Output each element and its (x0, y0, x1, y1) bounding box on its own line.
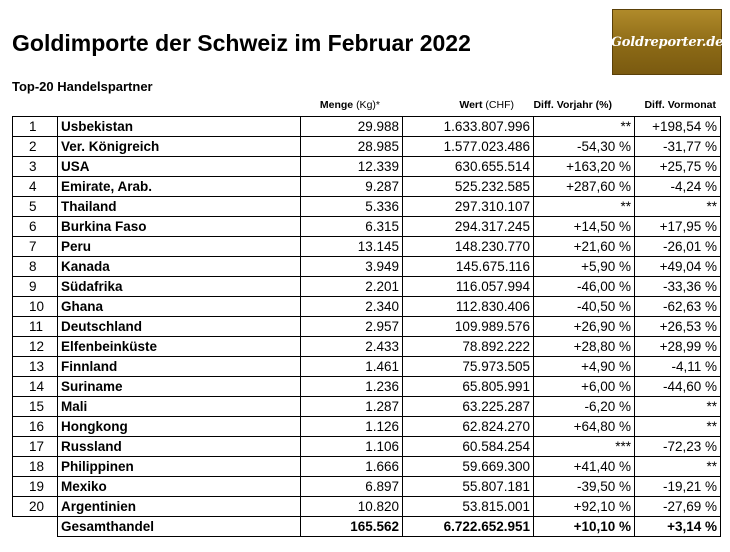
table-cell-country: Mali (58, 397, 301, 417)
table-cell-rank: 12 (13, 337, 58, 357)
table-total-row (13, 517, 721, 537)
table-cell-country: Peru (58, 237, 301, 257)
table-cell-wert: 53.815.001 (403, 497, 534, 517)
table-row (13, 257, 721, 277)
table-cell-vorjahr: *** (534, 437, 635, 457)
table-cell-vormonat: ** (635, 457, 721, 477)
table-body (13, 117, 721, 537)
table-cell-menge: 2.433 (301, 337, 403, 357)
page-title: Goldimporte der Schweiz im Februar 2022 (12, 30, 471, 56)
table-cell-vormonat: +17,95 % (635, 217, 721, 237)
table-cell-vorjahr: ** (534, 197, 635, 217)
table-cell-country: Burkina Faso (58, 217, 301, 237)
table-cell-country: Finnland (58, 357, 301, 377)
column-unit-menge: (Kg)* (356, 99, 380, 111)
table-cell-menge: 10.820 (301, 497, 403, 517)
table-cell-rank: 13 (13, 357, 58, 377)
table-cell-rank: 3 (13, 157, 58, 177)
table-cell-menge: 29.988 (301, 117, 403, 137)
table-cell-menge: 1.236 (301, 377, 403, 397)
table-cell-vormonat: -62,63 % (635, 297, 721, 317)
table-cell-country: Kanada (58, 257, 301, 277)
table-cell-wert: 75.973.505 (403, 357, 534, 377)
table-cell-rank: 7 (13, 237, 58, 257)
table-cell-rank: 8 (13, 257, 58, 277)
table-row (13, 477, 721, 497)
table-cell-vormonat: -72,23 % (635, 437, 721, 457)
table-cell-vormonat: -33,36 % (635, 277, 721, 297)
table-cell-vorjahr: ** (534, 117, 635, 137)
table-cell-rank: 11 (13, 317, 58, 337)
table-cell-vorjahr: +14,50 % (534, 217, 635, 237)
table-cell-vorjahr: +21,60 % (534, 237, 635, 257)
table-cell-vorjahr: +41,40 % (534, 457, 635, 477)
table-row (13, 437, 721, 457)
table-cell-wert: 65.805.991 (403, 377, 534, 397)
table-subtitle: Top-20 Handelspartner (12, 79, 153, 94)
column-header-vormonat: Diff. Vormonat (644, 99, 716, 111)
table-cell-wert: 1.633.807.996 (403, 117, 534, 137)
table-cell-rank: 2 (13, 137, 58, 157)
table-cell-country: Thailand (58, 197, 301, 217)
table-cell-rank: 10 (13, 297, 58, 317)
table-cell-vormonat: -44,60 % (635, 377, 721, 397)
table-cell-wert: 109.989.576 (403, 317, 534, 337)
total-menge: 165.562 (301, 517, 403, 537)
table-cell-vormonat: +28,99 % (635, 337, 721, 357)
table-cell-vormonat: -26,01 % (635, 237, 721, 257)
table-cell-vorjahr: -39,50 % (534, 477, 635, 497)
table-cell-vormonat: -4,11 % (635, 357, 721, 377)
table-cell-rank: 15 (13, 397, 58, 417)
table-cell-country: Usbekistan (58, 117, 301, 137)
table-cell-menge: 1.666 (301, 457, 403, 477)
table-cell-country: USA (58, 157, 301, 177)
column-unit-wert: (CHF) (485, 99, 514, 111)
table-cell-vormonat: +198,54 % (635, 117, 721, 137)
table-row (13, 457, 721, 477)
column-header-row (12, 99, 720, 115)
table-cell-vorjahr: +5,90 % (534, 257, 635, 277)
table-cell-country: Mexiko (58, 477, 301, 497)
table-cell-rank: 5 (13, 197, 58, 217)
table-row (13, 417, 721, 437)
table-cell-country: Argentinien (58, 497, 301, 517)
table-cell-menge: 6.315 (301, 217, 403, 237)
table-cell-menge: 12.339 (301, 157, 403, 177)
table-cell-vorjahr: -54,30 % (534, 137, 635, 157)
table-cell-rank: 9 (13, 277, 58, 297)
table-cell-country: Ghana (58, 297, 301, 317)
table-cell-menge: 13.145 (301, 237, 403, 257)
table-row (13, 157, 721, 177)
table-cell-wert: 112.830.406 (403, 297, 534, 317)
total-vormonat: +3,14 % (635, 517, 721, 537)
table-cell-rank: 19 (13, 477, 58, 497)
table-cell-vorjahr: +4,90 % (534, 357, 635, 377)
table-cell-vormonat: +25,75 % (635, 157, 721, 177)
table-cell-menge: 2.340 (301, 297, 403, 317)
table-cell-wert: 116.057.994 (403, 277, 534, 297)
table-cell-country: Deutschland (58, 317, 301, 337)
table-cell-country: Russland (58, 437, 301, 457)
table-row (13, 337, 721, 357)
table-cell-rank: 16 (13, 417, 58, 437)
table-row (13, 397, 721, 417)
table-cell-country: Ver. Königreich (58, 137, 301, 157)
table-cell-wert: 525.232.585 (403, 177, 534, 197)
table-cell-vormonat: ** (635, 397, 721, 417)
column-header-vorjahr: Diff. Vorjahr (%) (533, 99, 612, 111)
table-cell-vormonat: ** (635, 417, 721, 437)
table-cell-vorjahr: +92,10 % (534, 497, 635, 517)
table-cell-vormonat: -4,24 % (635, 177, 721, 197)
table-row (13, 197, 721, 217)
table-cell-rank: 6 (13, 217, 58, 237)
table-cell-vormonat: +49,04 % (635, 257, 721, 277)
table-cell-vorjahr: -46,00 % (534, 277, 635, 297)
table-cell-menge: 1.126 (301, 417, 403, 437)
table-cell-wert: 62.824.270 (403, 417, 534, 437)
table-cell-wert: 78.892.222 (403, 337, 534, 357)
table-cell-vorjahr: -6,20 % (534, 397, 635, 417)
table-cell-vorjahr: +28,80 % (534, 337, 635, 357)
table-cell-wert: 297.310.107 (403, 197, 534, 217)
table-cell-country: Philippinen (58, 457, 301, 477)
table-cell-vorjahr: +64,80 % (534, 417, 635, 437)
goldreporter-logo: Goldreporter.de (612, 9, 722, 75)
table-cell-rank: 1 (13, 117, 58, 137)
total-wert: 6.722.652.951 (403, 517, 534, 537)
table-cell-country: Hongkong (58, 417, 301, 437)
total-vorjahr: +10,10 % (534, 517, 635, 537)
table-cell-menge: 1.106 (301, 437, 403, 457)
table-cell-wert: 63.225.287 (403, 397, 534, 417)
table-cell-vormonat: +26,53 % (635, 317, 721, 337)
table-cell-rank: 17 (13, 437, 58, 457)
table-cell-wert: 60.584.254 (403, 437, 534, 457)
column-header-menge: Menge (Kg)* (319, 99, 380, 111)
table-row (13, 317, 721, 337)
table-cell-menge: 5.336 (301, 197, 403, 217)
table-cell-menge: 1.287 (301, 397, 403, 417)
total-label: Gesamthandel (58, 517, 301, 537)
table-row (13, 117, 721, 137)
table-cell-wert: 55.807.181 (403, 477, 534, 497)
table-row (13, 297, 721, 317)
table-cell-vormonat: ** (635, 197, 721, 217)
table-cell-country: Emirate, Arab. (58, 177, 301, 197)
table-cell-rank: 18 (13, 457, 58, 477)
table-cell-vorjahr: -40,50 % (534, 297, 635, 317)
table-row (13, 357, 721, 377)
table-cell-menge: 1.461 (301, 357, 403, 377)
table-cell-rank: 20 (13, 497, 58, 517)
table-row (13, 177, 721, 197)
table-cell-wert: 145.675.116 (403, 257, 534, 277)
column-header-wert: Wert (CHF) (459, 99, 514, 111)
table-row (13, 377, 721, 397)
table-row (13, 217, 721, 237)
table-row (13, 497, 721, 517)
table-cell-menge: 2.201 (301, 277, 403, 297)
table-cell-wert: 294.317.245 (403, 217, 534, 237)
table-cell-menge: 2.957 (301, 317, 403, 337)
table-cell-menge: 28.985 (301, 137, 403, 157)
table-cell-vorjahr: +163,20 % (534, 157, 635, 177)
table-row (13, 277, 721, 297)
table-cell-vorjahr: +287,60 % (534, 177, 635, 197)
table-cell-rank: 4 (13, 177, 58, 197)
table-cell-vormonat: -27,69 % (635, 497, 721, 517)
table-cell-wert: 148.230.770 (403, 237, 534, 257)
table-cell-country: Elfenbeinküste (58, 337, 301, 357)
table-cell-country: Südafrika (58, 277, 301, 297)
table-cell-country: Suriname (58, 377, 301, 397)
table-cell-vormonat: -31,77 % (635, 137, 721, 157)
table-cell-wert: 59.669.300 (403, 457, 534, 477)
table-cell-vorjahr: +6,00 % (534, 377, 635, 397)
table-row (13, 137, 721, 157)
table-cell-menge: 9.287 (301, 177, 403, 197)
table-cell-wert: 630.655.514 (403, 157, 534, 177)
trade-partner-table (12, 116, 721, 537)
table-cell-vormonat: -19,21 % (635, 477, 721, 497)
table-cell-menge: 3.949 (301, 257, 403, 277)
table-cell-menge: 6.897 (301, 477, 403, 497)
table-row (13, 237, 721, 257)
table-cell-vorjahr: +26,90 % (534, 317, 635, 337)
table-cell-wert: 1.577.023.486 (403, 137, 534, 157)
table-cell-rank: 14 (13, 377, 58, 397)
table-cell-empty (13, 517, 58, 537)
